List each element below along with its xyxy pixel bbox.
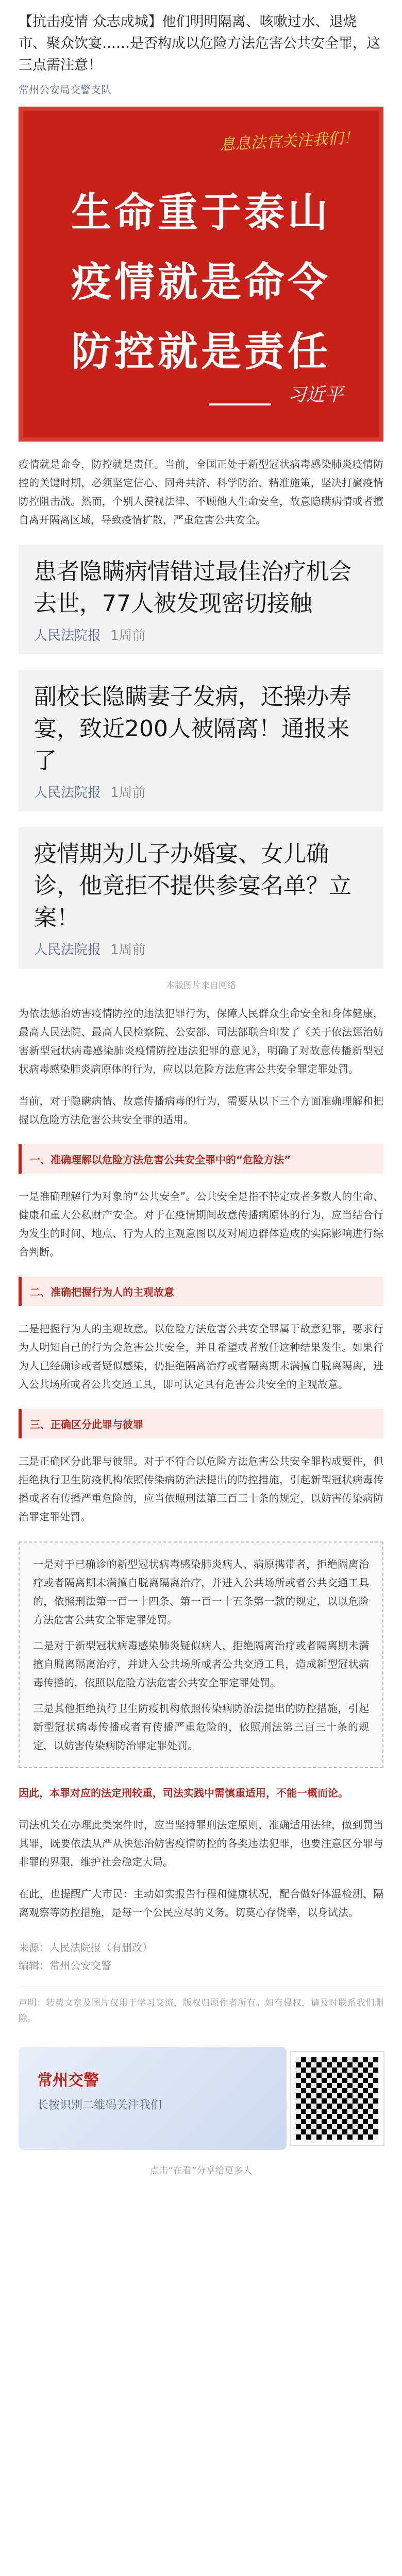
source-line: 来源：人民法院报（有删改）	[19, 1941, 153, 1954]
banner-headnote: 息息法官关注我们！	[219, 128, 359, 155]
related-article-source: 人民法院报	[34, 785, 102, 801]
related-article-card[interactable]	[19, 827, 383, 969]
related-article-time: 1周前	[110, 628, 146, 643]
related-article-source: 人民法院报	[34, 942, 102, 958]
follow-banner	[19, 2047, 287, 2150]
qr-code-icon[interactable]	[291, 2052, 383, 2145]
body-paragraph: 三是正确区分此罪与彼罪。对于不符合以危险方法危害公共安全罪构成要件，但拒绝执行卫生防疫机构依照传染病防治法提出的防控措施，引起新型冠状病毒传播或者有传播严重危险的，应当依照刑法第三百三十条的规定，以妨害传染病防治罪定罪处罚。	[19, 1455, 383, 1523]
related-article-time: 1周前	[110, 942, 146, 958]
body-paragraph: 为依法惩治妨害疫情防控的违法犯罪行为，保障人民群众生命安全和身体健康，最高人民法院、最高人民检察院、公安部、司法部联合印发了《关于依法惩治妨害新型冠状病毒感染肺炎疫情防控违法犯罪的意见》，明确了对故意传播新型冠状病毒感染肺炎病原体的行为，应以以危险方法危害公共安全罪定罪处罚。	[19, 1007, 383, 1075]
signature-line	[209, 403, 271, 405]
related-article-meta	[34, 625, 368, 644]
related-article-title: 副校长隐瞒妻子发病，还操办寿宴，致近200人被隔离！通报来了	[34, 684, 351, 774]
related-article-time: 1周前	[110, 785, 146, 801]
related-article-meta	[34, 939, 368, 958]
related-article-card[interactable]	[19, 670, 383, 811]
banner-slogan-1: 生命重于泰山	[71, 189, 331, 236]
banner-signature: 习近平	[287, 384, 343, 405]
body-paragraph: 一是准确理解行为对象的“公共安全”。公共安全是指不特定或者多数人的生命、健康和重大公私财产安全。对于在疫情期间故意传播病原体的行为，应当结合行为发生的时间、地点、行为人的主观意图以及对周边群体造成的实际影响进行综合判断。	[19, 1190, 383, 1258]
follow-brand: 常州交警	[37, 2072, 99, 2090]
section-heading-1: 一、准确理解以危险方法危害公共安全罪中的“危险方法”	[19, 1144, 383, 1174]
editor-line: 编辑：常州公安交警	[19, 1959, 111, 1972]
law-quote-box	[19, 1541, 383, 1768]
article-meta	[0, 81, 402, 104]
share-tip: 点击“在看”分享给更多人	[149, 2165, 253, 2176]
body-paragraph: 当前，对于隐瞒病情、故意传播病毒的行为，需要从以下三个方面准确理解和把握以危险方法危害公共安全罪的适用。	[19, 1095, 383, 1126]
section-heading-2: 二、准确把握行为人的主观故意	[19, 1277, 383, 1306]
follow-subtitle: 长按识别二维码关注我们	[37, 2099, 162, 2112]
body-paragraph: 司法机关在办理此类案件时，应当坚持罪刑法定原则，准确适用法律，做到罚当其罪，既要依法从严从快惩治妨害疫情防控的各类违法犯罪，也要注意区分罪与非罪的界限，维护社会稳定大局。	[19, 1819, 383, 1868]
follow-qr-section	[19, 2047, 383, 2150]
image-caption: 本版图片来自网络	[166, 980, 236, 991]
related-article-card[interactable]	[19, 545, 383, 654]
highlight-note: 因此，本罪对应的法定刑较重，司法实践中需慎重适用，不能一概而论。	[19, 1787, 348, 1799]
related-article-meta	[34, 782, 368, 801]
body-paragraph: 二是把握行为人的主观故意。以危险方法危害公共安全罪属于故意犯罪，要求行为人明知自己的行为会危害公共安全，并且希望或者放任这种结果发生。如果行为人已经确诊或者疑似感染，仍拒绝隔离治疗或者隔离期未满擅自脱离隔离，进入公共场所或者公共交通工具，即可认定具有危害公共安全的主观故意。	[19, 1323, 383, 1391]
related-article-title: 疫情期为儿子办婚宴、女儿确诊，他竟拒不提供参宴名单？立案！	[34, 841, 351, 931]
copyright-statement: 声明：转载文章及图片仅用于学习交流，版权归原作者所有。如有侵权，请及时联系我们删除。	[19, 1987, 383, 2026]
banner-slogan-3: 防控就是责任	[71, 328, 331, 375]
related-article-source: 人民法院报	[34, 628, 102, 643]
slogan-banner	[19, 107, 383, 442]
law-quote-item: 二是对于新型冠状病毒感染肺炎疑似病人，拒绝隔离治疗或者隔离期未满擅自脱离隔离治疗，并进入公共场所或者公共交通工具，造成新型冠状病毒传播的，依照以危险方法危害公共安全罪定罪处罚。	[33, 1639, 369, 1689]
law-quote-item: 三是其他拒绝执行卫生防疫机构依照传染病防治法提出的防控措施，引起新型冠状病毒传播或者有传播严重危险的，依照刑法第三百三十条的规定，以妨害传染病防治罪定罪处罚。	[33, 1702, 369, 1752]
intro-paragraph: 疫情就是命令，防控就是责任。当前，全国正处于新型冠状病毒感染肺炎疫情防控的关键时期，必须坚定信心、同舟共济、科学防治、精准施策，坚决打赢疫情防控阻击战。然而，个别人漠视法律、不顾他人生命安全，故意隐瞒病情或者擅自离开隔离区域，导致疫情扩散，严重危害公共安全。	[19, 458, 383, 526]
related-article-title: 患者隐瞒病情错过最佳治疗机会去世，77人被发现密切接触	[34, 558, 351, 617]
section-heading-3: 三、正确区分此罪与彼罪	[19, 1409, 383, 1438]
article-title: 【抗击疫情 众志成城】他们明明隔离、咳嗽过水、退烧市、聚众饮宴……是否构成以危险方法危害公共安全罪，这三点需注意！	[19, 14, 380, 73]
law-quote-item: 一是对于已确诊的新型冠状病毒感染肺炎病人、病原携带者，拒绝隔离治疗或者隔离期未满擅自脱离隔离治疗，并进入公共场所或者公共交通工具的，依照刑法第一百一十四条、第一百一十五条第一款的规定，以以危险方法危害公共安全罪定罪处罚。	[33, 1558, 369, 1626]
article-source-link[interactable]: 常州公安局交警支队	[19, 83, 111, 96]
banner-slogan-2: 疫情就是命令	[71, 259, 331, 306]
body-paragraph: 在此，也提醒广大市民：主动如实报告行程和健康状况，配合做好体温检测、隔离观察等防控措施，是每一个公民应尽的义务。切莫心存侥幸，以身试法。	[19, 1888, 383, 1919]
